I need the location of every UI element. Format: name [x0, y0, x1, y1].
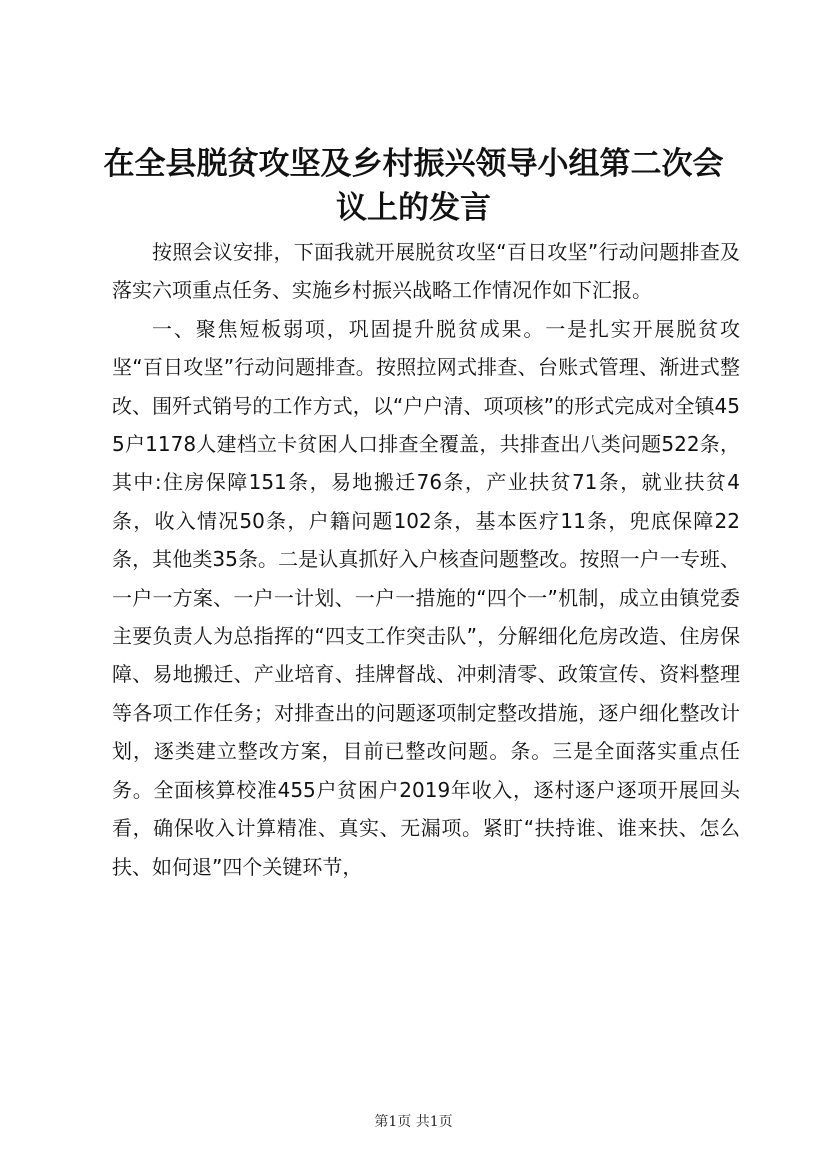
document-title: [100, 142, 727, 230]
paragraph-intro: 按照会议安排，下面我就开展脱贫攻坚“百日攻坚”行动问题排查及落实六项重点任务、实施乡村振兴战略工作情况作如下汇报。: [112, 240, 740, 303]
title-line-2: 议上的发言: [336, 190, 491, 226]
paragraph-section-1: 一、聚焦短板弱项，巩固提升脱贫成果。一是扎实开展脱贫攻坚“百日攻坚”行动问题排查。按照拉网式排查、台账式管理、渐进式整改、围歼式销号的工作方式，以“户户清、项项核”的形式完成对全镇455户1178人建档立卡贫困人口排查全覆盖，共排查出八类问题522条，其中:住房保障151条，易地搬迁76条，产业扶贫71条，就业扶贫4条，收入情况50条，户籍问题102条，基本医疗11条，兜底保障22条，其他类35条。二是认真抓好入户核查问题整改。按照一户一专班、一户一方案、一户一计划、一户一措施的“四个一”机制，成立由镇党委主要负责人为总指挥的“四支工作突击队”，分解细化危房改造、住房保障、易地搬迁、产业培育、挂牌督战、冲刺清零、政策宣传、资料整理等各项工作任务；对排查出的问题逐项制定整改措施，逐户细化整改计划，逐类建立整改方案，目前已整改问题。条。三是全面落实重点任务。全面核算校准455户贫困户2019年收入，逐村逐户逐项开展回头看，确保收入计算精准、真实、无漏项。紧盯“扶持谁、谁来扶、怎么扶、如何退”四个关键环节，: [112, 316, 740, 879]
title-line-1: 在全县脱贫攻坚及乡村振兴领导小组第二次会: [103, 146, 724, 182]
document-body: [112, 233, 740, 886]
page-footer: 第1页 共1页: [374, 1114, 453, 1130]
